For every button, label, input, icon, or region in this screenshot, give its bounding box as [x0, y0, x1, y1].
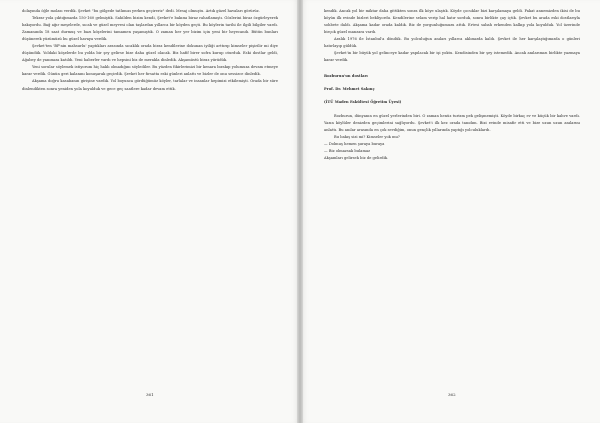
page-number: 361	[146, 392, 154, 397]
left-page-text	[22, 8, 278, 93]
paragraph: Şevket'ten 'BP'nin mahsurlu' yaptıkları arasında sıcaklık orada biraz kendilerine dokunan iyiliği arttırıp kimseler pişirilir mi diye düşündük. Yoldaki köşelerde bu yolda bir şey gelirse bize daha güzel olacak. Biz hafif birer sofra kurup oturduk. Eski dostlar geldi, Ağabey de yanımıza katıldı. Yeni haberler vardı ve hepsini biz de merakla dinledik. Akşamüstü biraz yürüdük.	[22, 44, 278, 63]
paragraph: kendik. Ancak yol bir miktar daha gittikten sonra ilk köye ulaştık. Köyde çocuklar bizi karşılamaya geldi. Fakat annemizden ikisi de bu köyün ilk evinde bizleri bekliyordu. Kendilerine selam verip hal hatır sorduk, sonra birlikte çay içtik. Şevket bu arada eski dostlarıyla sohbete daldı. Akşama kadar orada kaldık. Biz de yorgunluğumuzu attık. Ertesi sabah erkenden kalkıp yola koyulduk. Yol üzerinde birçok güzel manzara vardı.	[324, 9, 580, 35]
paragraph: dolayında öğle molası verdik. Şevket "bu gölgede tatlımızı yerken geçireriz" dedi. Mesaj olmuştu. Artık güzel havaları görürüz.	[22, 9, 260, 13]
book-gutter	[297, 0, 303, 423]
paragraph: Akşama doğru kasabanın girişine vardık. Yol boyunca gördüğümüz köyler, tarlalar ve insanlar hepimizi etkilemişti. Orada bir süre dinlendikten sonra yeniden yola koyulduk ve gece geç saatlere kadar devam ettik.	[22, 79, 278, 91]
right-page	[300, 0, 600, 423]
dialogue-line: — Biz olmazsak bulamaz	[324, 148, 371, 153]
paragraph: Şevket'in bir büyük yol gelinceye kadar yapılacak bir işi yoktu. Kendisinden bir şey istemedik. Ancak anılarımızı birlikte yazmaya karar verdik.	[324, 51, 580, 63]
paragraph: Aralık 1976 ile İstanbul'a döndük. Bu yolculuğun anıları yıllarca aklımızda kaldı. Şevket ile her karşılaştığımızda o günleri hatırlayıp güldük.	[324, 37, 580, 49]
paragraph: Yeni sorular söylemek istiyorum hiç haklı olmadığını söylediler. Bu yüzden fikirlerimizi bir kenara bırakıp yolumuza devam etmeye karar verdik. Günün geri kalanını konuşarak geçirdik. Şevket her fırsatta eski günleri anlattı ve bizler de onu sessizce dinledik.	[22, 65, 278, 77]
section-gap	[324, 64, 580, 73]
paragraph: Tekrar yola çıktığımızda 150-160 gelmiştik. Sahilden bizim kendi, Şevket'e bakımı biraz rahatlamıştı. Gözlerini biraz özgürleyerek bakıyordu. Bağ ağır meşelerde, sıcak ve güzel meyvesi olan taşlardan yıllarca bir köyden geçti. Bu köylerin tarihi ile ilgili bilgiler vardı. Zamanında 18 saat durmuş ve bazı köşelerini tamamen yaşamıştık. O zaman her yer bizim için yeni bir heyecandı. Bütün bunları düşünerek yüzümüzü bu güzel havaya verdik.	[22, 16, 278, 42]
author-affiliation: (İTÜ Maden Fakültesi Öğretim Üyesi)	[324, 100, 402, 105]
section-title: Bozburun'un dostları	[324, 74, 368, 79]
paragraph: Bozburun, dünyanın en güzel yerlerinden biri. O zaman henüz turizm pek gelişmemişti. Köyde birkaç ev ve küçük bir kahve vardı. Yazın köylüler denizden geçimlerini sağlıyordu. Şevket'i ilk kez orada tanıdım. Bizi evinde misafir etti ve bize uzun uzun anılarını anlattı. Bu anılar arasında en çok sevdiğim, onun gençlik yıllarında yaptığı yolculuklardı.	[324, 113, 580, 132]
author-name: Prof. Dr. Mehmet Sakınç	[324, 87, 375, 92]
paragraph: Akşamları gelirsek biz de gelirdik.	[324, 155, 389, 160]
dialogue-line: — Dolmuş hemen şuraya buraya	[324, 141, 385, 146]
paragraph: Bu bakış sizi mi? Kimseler yok mu?	[334, 134, 400, 139]
page-number: 362	[448, 392, 456, 397]
right-page-text	[324, 8, 580, 162]
